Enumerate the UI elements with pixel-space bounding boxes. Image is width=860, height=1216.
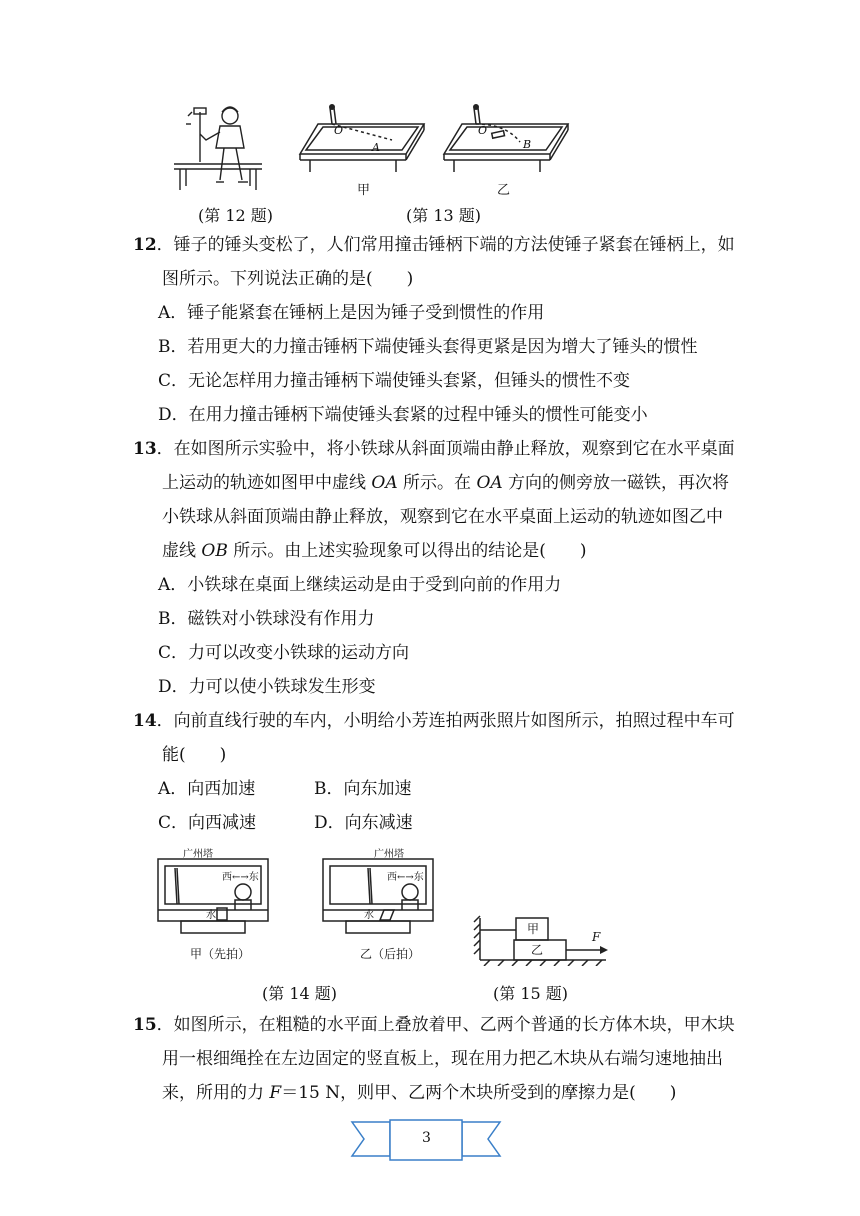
block-label-jia: 甲 [527, 922, 540, 936]
caption-q12: (第 12 题) [198, 206, 274, 225]
q13-option-c[interactable]: C．力可以改变小铁球的运动方向 [158, 643, 410, 663]
caption-q14: (第 14 题) [262, 984, 338, 1003]
caption-q15: (第 15 题) [493, 984, 569, 1003]
block-label-yi: 乙 [531, 943, 544, 957]
q13-line-2: 上运动的轨迹如图甲中虚线 OA 所示。在 OA 方向的侧旁放一磁铁，再次将 [162, 473, 730, 493]
q12-text-1: ．锤子的锤头变松了，人们常用撞击锤柄下端的方法使锤子紧套在锤柄上，如 [156, 235, 735, 255]
q12-option-a[interactable]: A．锤子能紧套在锤柄上是因为锤子受到惯性的作用 [158, 303, 545, 323]
direction-label-2: 西←→东 [387, 872, 424, 883]
q14-option-b[interactable]: B．向东加速 [314, 779, 412, 799]
q13-line-3: 小铁球从斜面顶端由静止释放，观察到它在水平桌面上运动的轨迹如图乙中 [162, 507, 723, 527]
q13-option-a[interactable]: A．小铁球在桌面上继续运动是由于受到向前的作用力 [158, 575, 562, 595]
q14-option-a[interactable]: A．向西加速 [158, 779, 256, 799]
q13-line-1 [133, 438, 735, 460]
ramp-table-figure-yi [440, 102, 570, 188]
q14-option-c[interactable]: C．向西减速 [158, 813, 257, 833]
q14-option-d[interactable]: D．向东减速 [314, 813, 413, 833]
q12-line-2: 图所示。下列说法正确的是( ) [162, 269, 414, 289]
q14-number: 14 [133, 711, 157, 731]
q15-line-3: 来，所用的力 F＝15 N，则甲、乙两个木块所受到的摩擦力是( ) [162, 1083, 677, 1103]
q12-option-d[interactable]: D．在用力撞击锤柄下端使锤头套紧的过程中锤头的惯性可能变小 [158, 405, 648, 425]
q12-line-1 [133, 234, 735, 256]
q15-line-1 [133, 1014, 735, 1036]
q15-text-1: ．如图所示，在粗糙的水平面上叠放着甲、乙两个普通的长方体木块，甲木块 [156, 1015, 735, 1035]
q13-text-1: ．在如图所示实验中，将小铁球从斜面顶端由静止释放，观察到它在水平桌面 [156, 439, 735, 459]
water-label-2: 水 [364, 910, 374, 921]
force-label: F [592, 930, 601, 944]
block-friction-figure [470, 914, 610, 966]
photo-label-jia: 甲（先拍） [190, 947, 251, 961]
q13-number: 13 [133, 439, 157, 459]
tower-label-2: 广州塔 [374, 849, 404, 860]
q13-line-4: 虚线 OB 所示。由上述实验现象可以得出的结论是( ) [162, 541, 587, 561]
ramp-table-figure-jia [296, 102, 426, 188]
page-number: 3 [422, 1130, 431, 1146]
caption-q13: (第 13 题) [406, 206, 482, 225]
figure-label-jia: 甲 [357, 183, 371, 198]
q15-number: 15 [133, 1015, 157, 1035]
q15-line-2: 用一根细绳拴在左边固定的竖直板上，现在用力把乙木块从右端匀速地抽出 [162, 1049, 723, 1069]
q12-option-b[interactable]: B．若用更大的力撞击锤柄下端使锤头套得更紧是因为增大了锤头的惯性 [158, 337, 698, 357]
water-label-1: 水 [206, 910, 216, 921]
q14-line-1 [133, 710, 735, 732]
photo-label-yi: 乙（后拍） [360, 947, 421, 961]
hammer-man-figure [172, 102, 264, 194]
point-a-label: A [372, 141, 380, 154]
point-b-label: B [523, 138, 532, 151]
q12-number: 12 [133, 235, 157, 255]
figure-label-yi: 乙 [497, 183, 511, 198]
q13-option-d[interactable]: D．力可以使小铁球发生形变 [158, 677, 376, 697]
q12-option-c[interactable]: C．无论怎样用力撞击锤柄下端使锤头套紧，但锤头的惯性不变 [158, 371, 631, 391]
q14-text-1: ．向前直线行驶的车内，小明给小芳连拍两张照片如图所示，拍照过程中车可 [156, 711, 735, 731]
q14-line-2: 能( ) [162, 745, 227, 765]
point-o-label-yi: O [478, 124, 488, 137]
direction-label-1: 西←→东 [222, 872, 259, 883]
q13-option-b[interactable]: B．磁铁对小铁球没有作用力 [158, 609, 375, 629]
tower-label-1: 广州塔 [183, 849, 213, 860]
point-o-label-jia: O [334, 124, 344, 137]
